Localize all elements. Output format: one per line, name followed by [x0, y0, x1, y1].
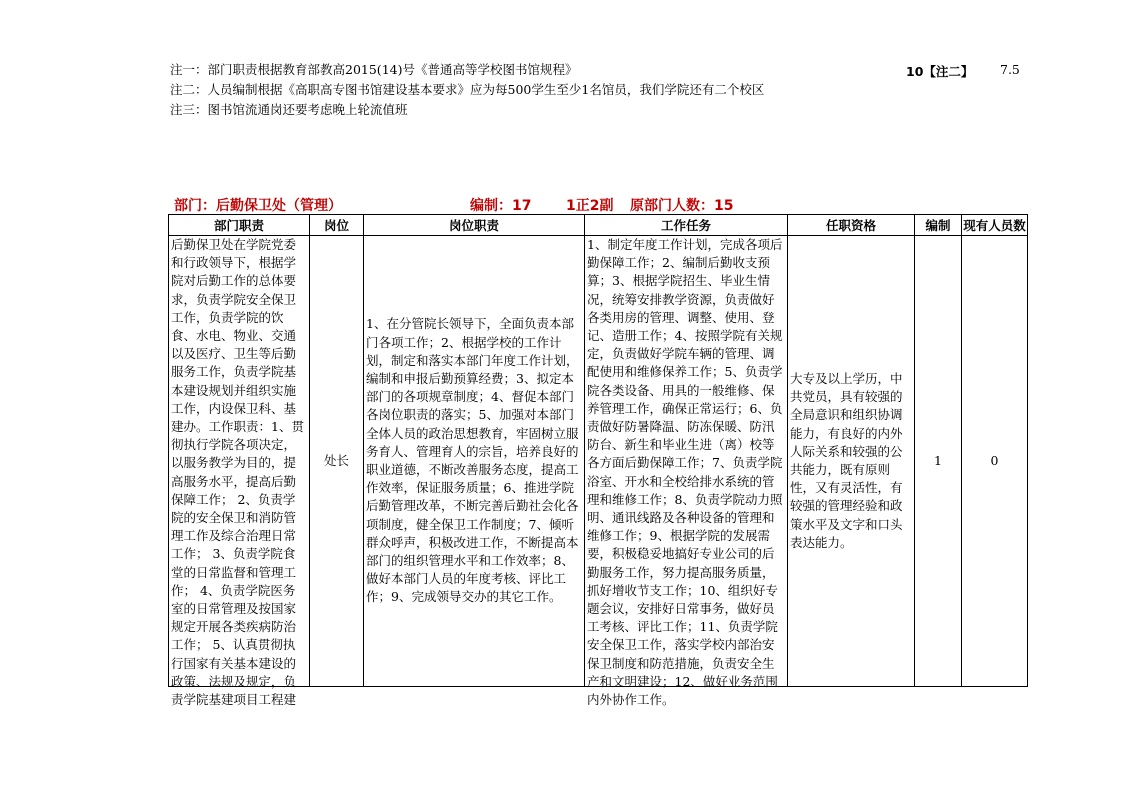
col-position-duty: 岗位职责: [364, 215, 585, 236]
note-1: 注一：部门职责根据教育部教高2015(14)号《普通高等学校图书馆规程》: [170, 62, 578, 77]
position-duty-text: 1、在分管院长领导下，全面负责本部门各项工作；2、根据学校的工作计划，制定和落实本部门年度工作计划，编制和申报后勤预算经费；3、拟定本部门的各项规章制度；4、督促本部门各岗位职责的落实；5、加强对本部门全体人员的政治思想教育，牢固树立服务育人、管理育人的宗旨，培养良好的职业道德，不断改善服务态度，提高工作效率，保证服务质量；6、推进学院后勤管理改革，不断完善后勤社会化各项制度，健全保卫工作制度；7、倾听群众呼声，积极改进工作，不断提高本部门的组织管理水平和工作效率；8、做好本部门人员的年度考核、评比工作；9、完成领导交办的其它工作。: [366, 316, 579, 605]
staffing-count: 编制：17: [470, 198, 532, 214]
staffing-text: 1: [934, 452, 942, 468]
col-staffing: 编制: [915, 215, 962, 236]
cell-tasks: [585, 236, 788, 708]
staff-ratio-value: 7.5: [1000, 62, 1020, 77]
cell-current: [962, 236, 1028, 687]
cell-position-duty: [364, 236, 585, 687]
note-3: 注三：图书馆流通岗还要考虑晚上轮流值班: [170, 102, 408, 117]
table-row: [169, 236, 1028, 687]
table-header-row: [169, 215, 1028, 236]
leader-count: 1正2副: [566, 198, 614, 214]
original-staff-count: 原部门人数：15: [630, 198, 734, 214]
staff-ratio-label: 10【注二】: [906, 64, 974, 79]
col-current: 现有人员数: [962, 215, 1028, 236]
col-qualification: 任职资格: [788, 215, 915, 236]
dept-duty-text: 后勤保卫处在学院党委和行政领导下，根据学院对后勤工作的总体要求，负责学院安全保卫工作，负责学院的饮食、水电、物业、交通以及医疗、卫生等后勤服务工作，负责学院基本建设规划并组织实施工作，内设保卫科、基建办。工作职责：1、贯彻执行学院各项决定，以服务教学为目的，提高服务水平，提高后勤保障工作； 2、负责学院的安全保卫和消防管理工作及综合治理日常工作； 3、负责学院食堂的日常监督和管理工作； 4、负责学院医务室的日常管理及按国家规定开展各类疾病防治工作； 5、认真贯彻执行国家有关基本建设的政策、法规及规定，负责学院基建项目工程建: [171, 237, 304, 708]
cell-qualification: [788, 236, 915, 687]
tasks-text: 1、制定年度工作计划，完成各项后勤保障工作；2、编制后勤收支预算；3、根据学院招生、毕业生情况，统筹安排教学资源，负责做好各类用房的管理、调整、使用、登记、造册工作；4、按照学院有关规定，负责做好学院车辆的管理、调配使用和维修保养工作；5、负责学院各类设备、用具的一般维修、保养管理工作，确保正常运行；6、负责做好防暑降温、防冻保暖、防汛防台、新生和毕业生进（离）校等各方面后勤保障工作；7、负责学院浴室、开水和全校给排水系统的管理和维修工作；8、负责学院动力照明、通讯线路及各种设备的管理和维修工作；9、根据学院的发展需要，积极稳妥地搞好专业公司的后勤服务工作，努力提高服务质量，抓好增收节支工作；10、组织好专题会议，安排好日常事务，做好员工考核、评比工作；11、负责学院安全保卫工作，落实学校内部治安保卫制度和防范措施，负责安全生产和文明建设；12、做好业务范围内外协作工作。: [587, 237, 783, 708]
cell-dept-duty: [169, 236, 310, 708]
col-tasks: 工作任务: [585, 215, 788, 236]
note-2: 注二：人员编制根据《高职高专图书馆建设基本要求》应为每500学生至少1名馆员，我们学院还有二个校区: [170, 82, 765, 97]
col-position: 岗位: [310, 215, 364, 236]
department-name: 部门：后勤保卫处（管理）: [174, 198, 342, 214]
cell-position: [310, 236, 364, 687]
col-dept-duty: 部门职责: [169, 215, 310, 236]
current-text: 0: [990, 452, 999, 468]
duty-table: [168, 214, 1028, 708]
cell-staffing: [915, 236, 962, 687]
position-text: 处长: [323, 452, 349, 468]
qualification-text: 大专及以上学历，中共党员，具有较强的全局意识和组织协调能力，有良好的内外人际关系和较强的公共能力，既有原则性，又有灵活性，有较强的管理经验和政策水平及文字和口头表达能力。: [790, 370, 903, 550]
